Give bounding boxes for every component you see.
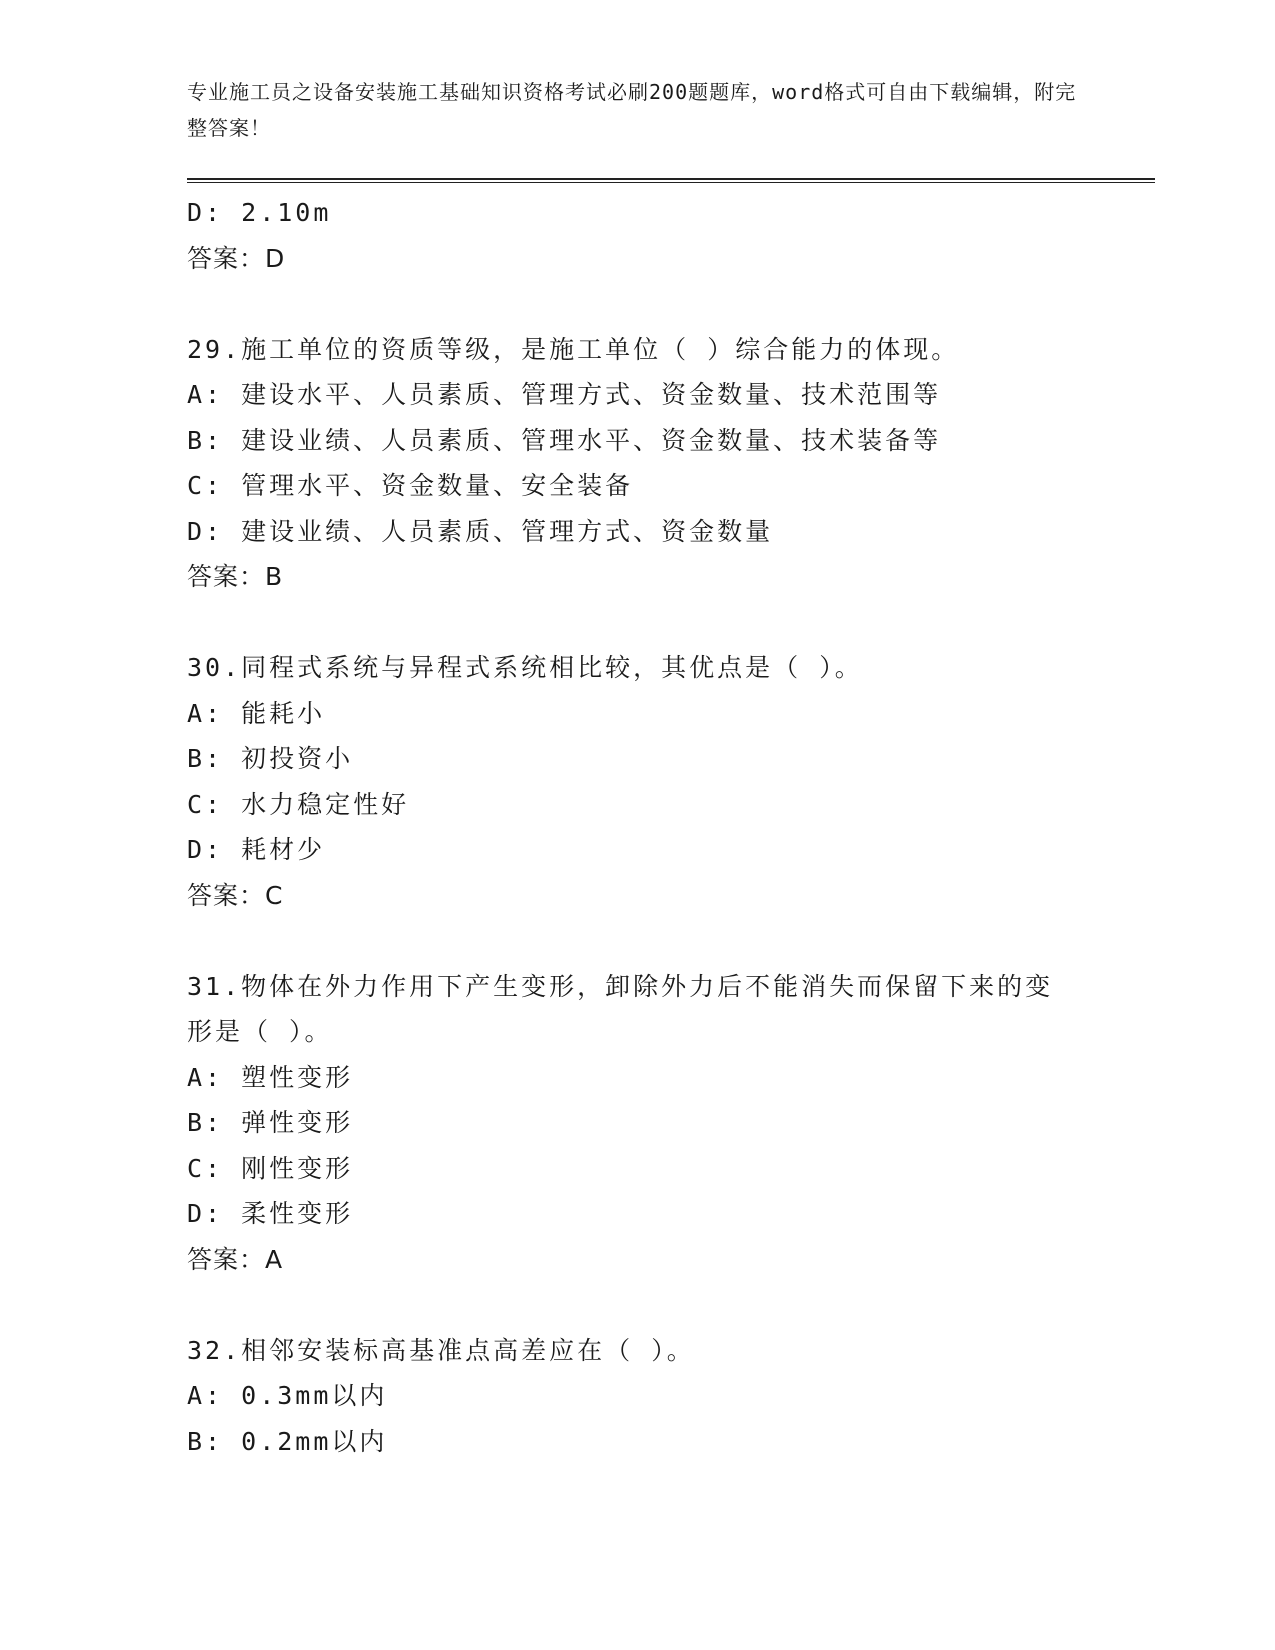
header-divider	[187, 178, 1155, 183]
document-header: 专业施工员之设备安装施工基础知识资格考试必刷200题题库，word格式可自由下载编辑，附完整答案！	[187, 80, 1077, 140]
answer-line: 答案：A	[187, 1244, 284, 1274]
question-text: 32.相邻安装标高基准点高差应在（ ）。	[187, 1335, 695, 1365]
answer-line: 答案：C	[187, 880, 284, 910]
option-a: A: 0.3mm以内	[187, 1381, 388, 1410]
option-a: A: 能耗小	[187, 698, 326, 728]
document-body	[187, 190, 1087, 1464]
option-c: C: 刚性变形	[187, 1153, 354, 1183]
option-b: B: 弹性变形	[187, 1108, 354, 1137]
option-a: A: 塑性变形	[187, 1062, 354, 1092]
question-text: 29.施工单位的资质等级，是施工单位（ ）综合能力的体现。	[187, 334, 960, 364]
spacer	[187, 281, 1087, 327]
option-d: D: 柔性变形	[187, 1199, 354, 1228]
option-d: D: 建设业绩、人员素质、管理方式、资金数量	[187, 516, 774, 546]
option-c: C: 管理水平、资金数量、安全装备	[187, 471, 634, 500]
question-text: 30.同程式系统与异程式系统相比较，其优点是（ ）。	[187, 653, 863, 682]
option-d: D: 2.10m	[187, 198, 332, 227]
option-a: A: 建设水平、人员素质、管理方式、资金数量、技术范围等	[187, 380, 942, 409]
option-b: B: 0.2mm以内	[187, 1426, 388, 1456]
spacer	[187, 1282, 1087, 1328]
option-d: D: 耗材少	[187, 835, 326, 864]
answer-line: 答案：D	[187, 243, 286, 273]
answer-line: 答案：B	[187, 562, 284, 591]
option-c: C: 水力稳定性好	[187, 789, 410, 819]
spacer	[187, 600, 1087, 646]
option-b: B: 初投资小	[187, 744, 354, 773]
question-text: 31.物体在外力作用下产生变形，卸除外力后不能消失而保留下来的变形是（ ）。	[187, 971, 1054, 1046]
option-b: B: 建设业绩、人员素质、管理水平、资金数量、技术装备等	[187, 425, 942, 455]
spacer	[187, 918, 1087, 964]
